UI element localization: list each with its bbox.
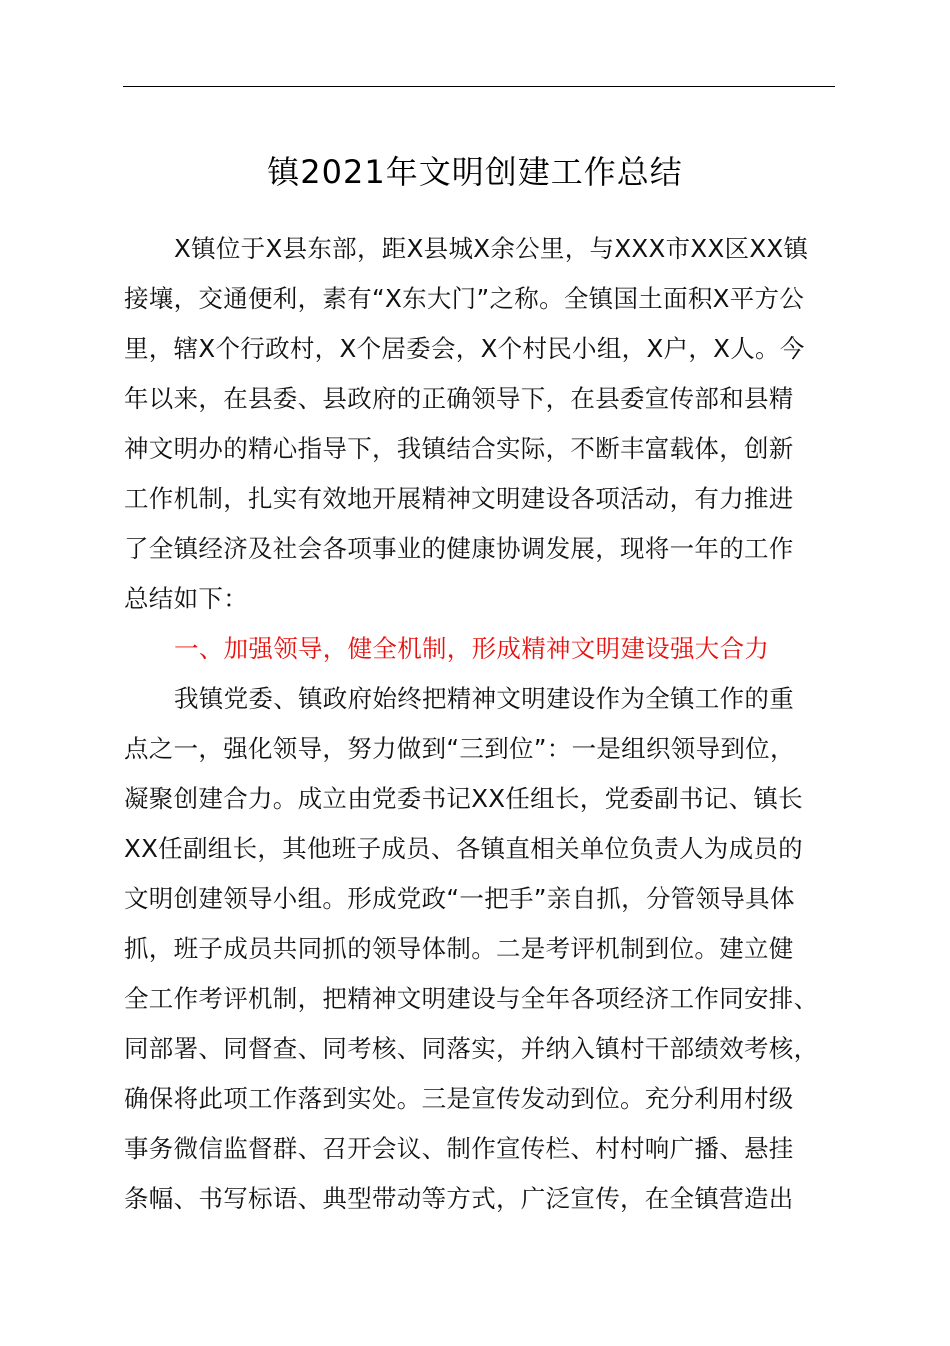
header-rule	[123, 86, 835, 87]
paragraph-line: 抓，班子成员共同抓的领导体制。二是考评机制到位。建立健	[124, 934, 794, 963]
paragraph-line: 文明创建领导小组。形成党政“一把手”亲自抓，分管领导具体	[124, 884, 795, 913]
paragraph-line: 总结如下：	[124, 584, 248, 613]
paragraph-line: 全工作考评机制，把精神文明建设与全年各项经济工作同安排、	[124, 984, 819, 1013]
paragraph-line: 接壤，交通便利，素有“X东大门”之称。全镇国土面积X平方公	[124, 284, 805, 313]
paragraph-line: 确保将此项工作落到实处。三是宣传发动到位。充分利用村级	[124, 1084, 794, 1113]
document-body	[124, 227, 836, 1227]
paragraph-line: 年以来，在县委、县政府的正确领导下，在县委宣传部和县精	[124, 384, 794, 413]
paragraph-line: 了全镇经济及社会各项事业的健康协调发展，现将一年的工作	[124, 534, 794, 563]
paragraph-line: 同部署、同督查、同考核、同落实，并纳入镇村干部绩效考核，	[124, 1034, 819, 1063]
section-heading: 一、加强领导，健全机制，形成精神文明建设强大合力	[174, 634, 770, 663]
paragraph-line: 我镇党委、镇政府始终把精神文明建设作为全镇工作的重	[174, 684, 794, 713]
paragraph-line: 工作机制，扎实有效地开展精神文明建设各项活动，有力推进	[124, 484, 794, 513]
paragraph-line: 事务微信监督群、召开会议、制作宣传栏、村村响广播、悬挂	[124, 1134, 794, 1163]
paragraph-line: X镇位于X县东部，距X县城X余公里，与XXX市XX区XX镇	[174, 234, 809, 263]
paragraph-line: 神文明办的精心指导下，我镇结合实际，不断丰富载体，创新	[124, 434, 794, 463]
document-title: 镇2021年文明创建工作总结	[267, 153, 683, 191]
paragraph-line: 凝聚创建合力。成立由党委书记XX任组长，党委副书记、镇长	[124, 784, 803, 813]
paragraph-line: XX任副组长，其他班子成员、各镇直相关单位负责人为成员的	[124, 834, 803, 863]
paragraph-line: 点之一，强化领导，努力做到“三到位”：一是组织领导到位，	[124, 734, 795, 763]
paragraph-line: 条幅、书写标语、典型带动等方式，广泛宣传，在全镇营造出	[124, 1184, 794, 1213]
paragraph-line: 里，辖X个行政村，X个居委会，X个村民小组，X户，X人。今	[124, 334, 805, 363]
